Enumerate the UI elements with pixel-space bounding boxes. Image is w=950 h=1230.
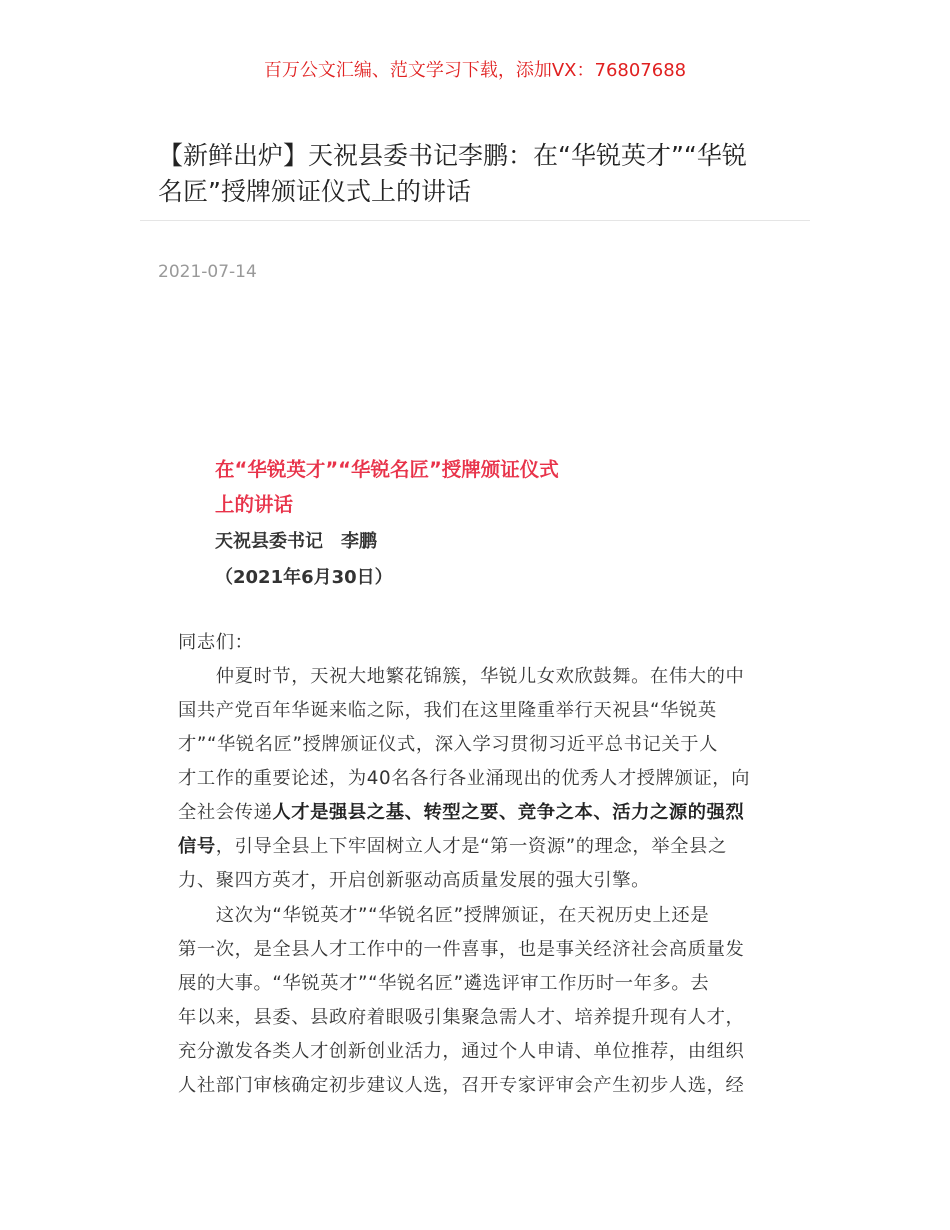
paragraph-line: 充分激发各类人才创新创业活力，通过个人申请、单位推荐，由组织 <box>178 1041 745 1062</box>
title-line: 【新鲜出炉】天祝县委书记李鹏：在“华锐英才”“华锐 <box>158 141 747 170</box>
speech-author: 天祝县委书记 李鹏 <box>215 531 377 552</box>
article-title <box>158 138 747 210</box>
paragraph-line: 这次为“华锐英才”“华锐名匠”授牌颁证，在天祝历史上还是 <box>178 905 710 926</box>
publish-date: 2021-07-14 <box>158 262 257 282</box>
bold-text: 信号 <box>178 836 216 857</box>
promo-banner: 百万公文汇编、范文学习下载，添加VX：76807688 <box>263 60 687 81</box>
text: 全社会传递 <box>178 802 273 823</box>
paragraph-line: 国共产党百年华诞来临之际，我们在这里隆重举行天祝县“华锐英 <box>178 700 717 721</box>
paragraph-line: 力、聚四方英才，开启创新驱动高质量发展的强大引擎。 <box>178 870 651 891</box>
paragraph-line <box>178 798 744 824</box>
speech-date: （2021年6月30日） <box>215 567 393 588</box>
text: ，引导全县上下牢固树立人才是“第一资源”的理念，举全县之 <box>215 836 727 857</box>
salutation: 同志们： <box>178 632 254 653</box>
speech-title-line: 上的讲话 <box>215 493 294 516</box>
paragraph-line: 人社部门审核确定初步建议人选，召开专家评审会产生初步人选，经 <box>178 1075 745 1096</box>
paragraph-line <box>178 832 727 858</box>
paragraph-line: 才工作的重要论述，为40名各行各业涌现出的优秀人才授牌颁证，向 <box>178 768 751 789</box>
bold-text: 人才是强县之基、转型之要、竞争之本、活力之源的强烈 <box>272 802 745 823</box>
title-line: 名匠”授牌颁证仪式上的讲话 <box>158 177 471 206</box>
speech-title-line: 在“华锐英才”“华锐名匠”授牌颁证仪式 <box>215 458 559 481</box>
paragraph-line: 第一次，是全县人才工作中的一件喜事，也是事关经济社会高质量发 <box>178 939 745 960</box>
divider <box>140 220 810 221</box>
paragraph-line: 才”“华锐名匠”授牌颁证仪式，深入学习贯彻习近平总书记关于人 <box>178 734 719 755</box>
paragraph-line: 展的大事。“华锐英才”“华锐名匠”遴选评审工作历时一年多。去 <box>178 973 710 994</box>
paragraph-line: 仲夏时节，天祝大地繁花锦簇，华锐儿女欢欣鼓舞。在伟大的中 <box>178 666 745 687</box>
paragraph-line: 年以来，县委、县政府着眼吸引集聚急需人才、培养提升现有人才， <box>178 1007 745 1028</box>
